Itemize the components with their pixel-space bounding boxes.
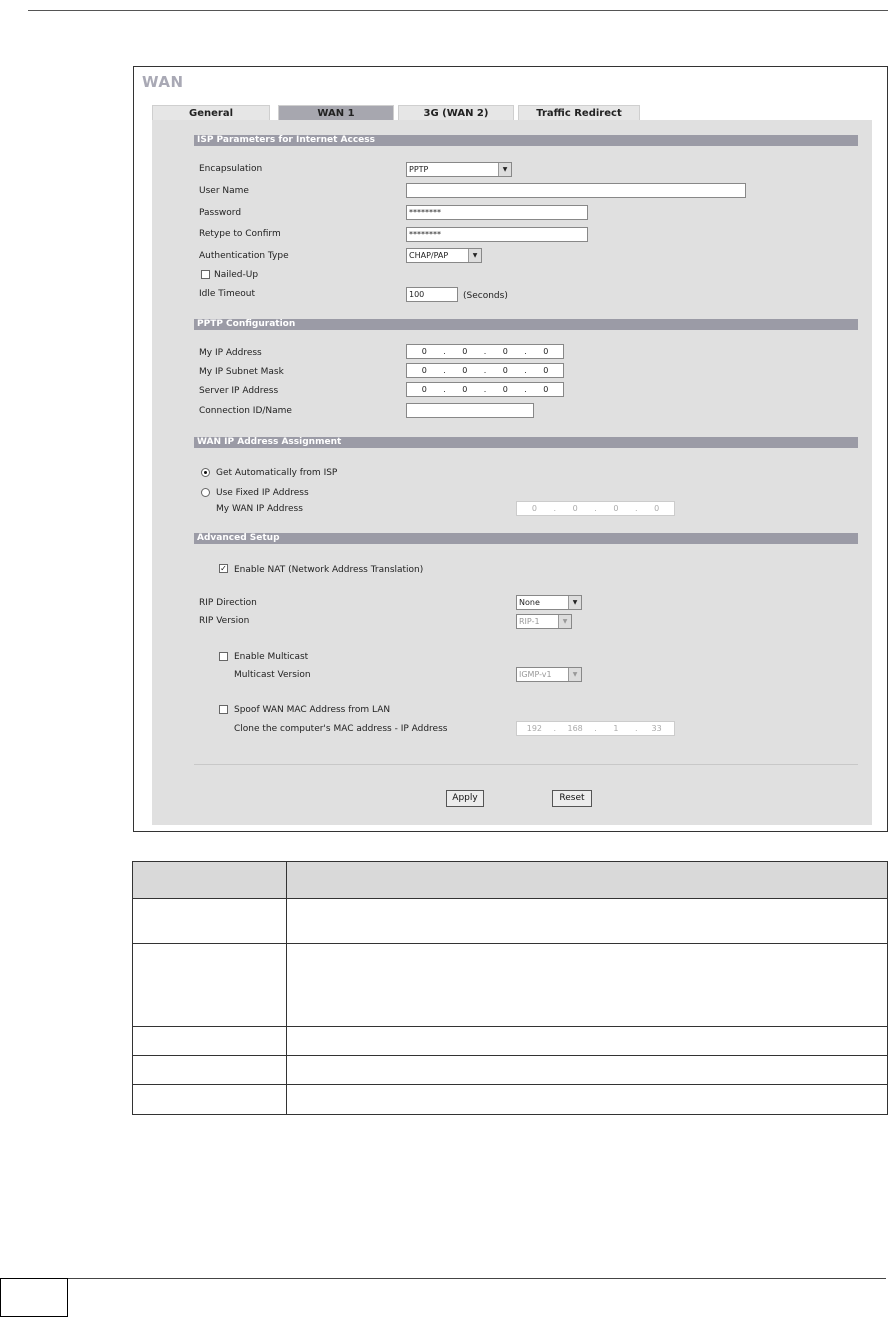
use-fixed-radio[interactable] [201,488,210,497]
ip-octet: 0 [613,504,619,513]
multicast-version-label: Multicast Version [234,670,311,680]
table-header-cell [287,862,888,899]
chevron-down-icon: ▼ [568,668,581,681]
tab-wan1[interactable]: WAN 1 [278,105,394,121]
rip-direction-label: RIP Direction [199,598,257,608]
my-wan-ip-input[interactable]: 0 . 0 . 0 . 0 [516,501,675,516]
table-cell [287,1027,888,1056]
footer-rule [68,1278,886,1279]
description-table [132,861,888,1115]
ip-octet: 0 [502,347,508,356]
idle-timeout-input[interactable]: 100 [406,287,458,302]
nailed-up-checkbox[interactable] [201,270,210,279]
table-row [133,944,888,1027]
tab-3g-wan2[interactable]: 3G (WAN 2) [398,105,514,121]
ip-octet: 192 [526,724,543,733]
encapsulation-value: PPTP [409,165,429,174]
check-icon: ✓ [220,564,227,573]
isp-section-header: ISP Parameters for Internet Access [194,135,858,146]
ip-octet: 0 [421,347,427,356]
table-row [133,1085,888,1115]
username-label: User Name [199,186,249,196]
clone-mac-label: Clone the computer's MAC address - IP Address [234,724,448,734]
ip-octet: 0 [462,347,468,356]
auth-type-select[interactable] [406,248,482,263]
rip-version-value: RIP-1 [519,617,540,626]
username-input[interactable] [406,183,746,198]
ip-octet: 0 [421,385,427,394]
header-rule [28,10,888,11]
ip-octet: 0 [462,385,468,394]
table-cell [287,1056,888,1085]
get-auto-radio[interactable] [201,468,210,477]
table-cell [133,944,287,1027]
retype-label: Retype to Confirm [199,229,281,239]
rip-direction-value: None [519,598,540,607]
chevron-down-icon: ▼ [568,596,581,609]
idle-timeout-label: Idle Timeout [199,289,256,299]
divider [194,764,858,765]
ip-octet: 0 [462,366,468,375]
chevron-down-icon: ▼ [498,163,511,176]
server-ip-label: Server IP Address [199,386,279,396]
subnet-mask-label: My IP Subnet Mask [199,367,284,377]
ip-octet: 0 [654,504,660,513]
pptp-section-header: PPTP Configuration [194,319,858,330]
rip-version-select[interactable] [516,614,572,629]
wan1-panel [152,120,872,825]
multicast-version-value: IGMP-v1 [519,670,552,679]
connection-id-label: Connection ID/Name [199,406,292,416]
password-input[interactable]: ******** [406,205,588,220]
ip-octet: 0 [502,366,508,375]
my-ip-label: My IP Address [199,348,262,358]
advanced-section-header: Advanced Setup [194,533,858,544]
multicast-version-select[interactable] [516,667,582,682]
ip-octet: 0 [421,366,427,375]
enable-multicast-label: Enable Multicast [234,652,309,662]
table-cell [133,1027,287,1056]
table-row [133,899,888,944]
enable-nat-checkbox[interactable] [219,564,228,573]
use-fixed-label: Use Fixed IP Address [216,488,309,498]
table-cell [287,1085,888,1115]
ip-octet: 0 [572,504,578,513]
auth-type-value: CHAP/PAP [409,251,449,260]
ip-octet: 1 [613,724,619,733]
rip-direction-select[interactable] [516,595,582,610]
page-number-box [0,1278,68,1317]
chevron-down-icon: ▼ [468,249,481,262]
spoof-mac-checkbox[interactable] [219,705,228,714]
table-cell [287,899,888,944]
wan-ip-section-header: WAN IP Address Assignment [194,437,858,448]
spoof-mac-label: Spoof WAN MAC Address from LAN [234,705,391,715]
idle-timeout-unit: (Seconds) [463,291,508,301]
encapsulation-label: Encapsulation [199,164,263,174]
table-cell [133,899,287,944]
get-auto-label: Get Automatically from ISP [216,468,338,478]
ip-octet: 0 [543,385,549,394]
clone-ip-input[interactable]: 192 . 168 . 1 . 33 [516,721,675,736]
ip-octet: 0 [543,366,549,375]
table-cell [287,944,888,1027]
password-label: Password [199,208,242,218]
table-cell [133,1056,287,1085]
subnet-mask-input[interactable]: 0 . 0 . 0 . 0 [406,363,564,378]
my-ip-input[interactable]: 0 . 0 . 0 . 0 [406,344,564,359]
ip-octet: 168 [567,724,583,733]
my-wan-ip-label: My WAN IP Address [216,504,303,514]
ip-octet: 0 [543,347,549,356]
apply-button[interactable]: Apply [446,790,484,807]
table-row [133,1027,888,1056]
page-title: WAN [142,73,184,91]
table-header-row [133,862,888,899]
table-cell [133,1085,287,1115]
retype-input[interactable]: ******** [406,227,588,242]
table-row [133,1056,888,1085]
reset-button[interactable]: Reset [552,790,592,807]
nailed-up-label: Nailed-Up [214,270,259,280]
tab-traffic-redirect[interactable]: Traffic Redirect [518,105,640,121]
server-ip-input[interactable]: 0 . 0 . 0 . 0 [406,382,564,397]
auth-type-label: Authentication Type [199,251,289,261]
wan-screenshot [133,66,888,832]
encapsulation-select[interactable] [406,162,512,177]
chevron-down-icon: ▼ [558,615,571,628]
connection-id-input[interactable] [406,403,534,418]
rip-version-label: RIP Version [199,616,250,626]
enable-nat-label: Enable NAT (Network Address Translation) [234,565,424,575]
enable-multicast-checkbox[interactable] [219,652,228,661]
ip-octet: 0 [531,504,537,513]
ip-octet: 0 [502,385,508,394]
tab-general[interactable]: General [152,105,270,121]
table-header-cell [133,862,287,899]
ip-octet: 33 [651,724,662,733]
